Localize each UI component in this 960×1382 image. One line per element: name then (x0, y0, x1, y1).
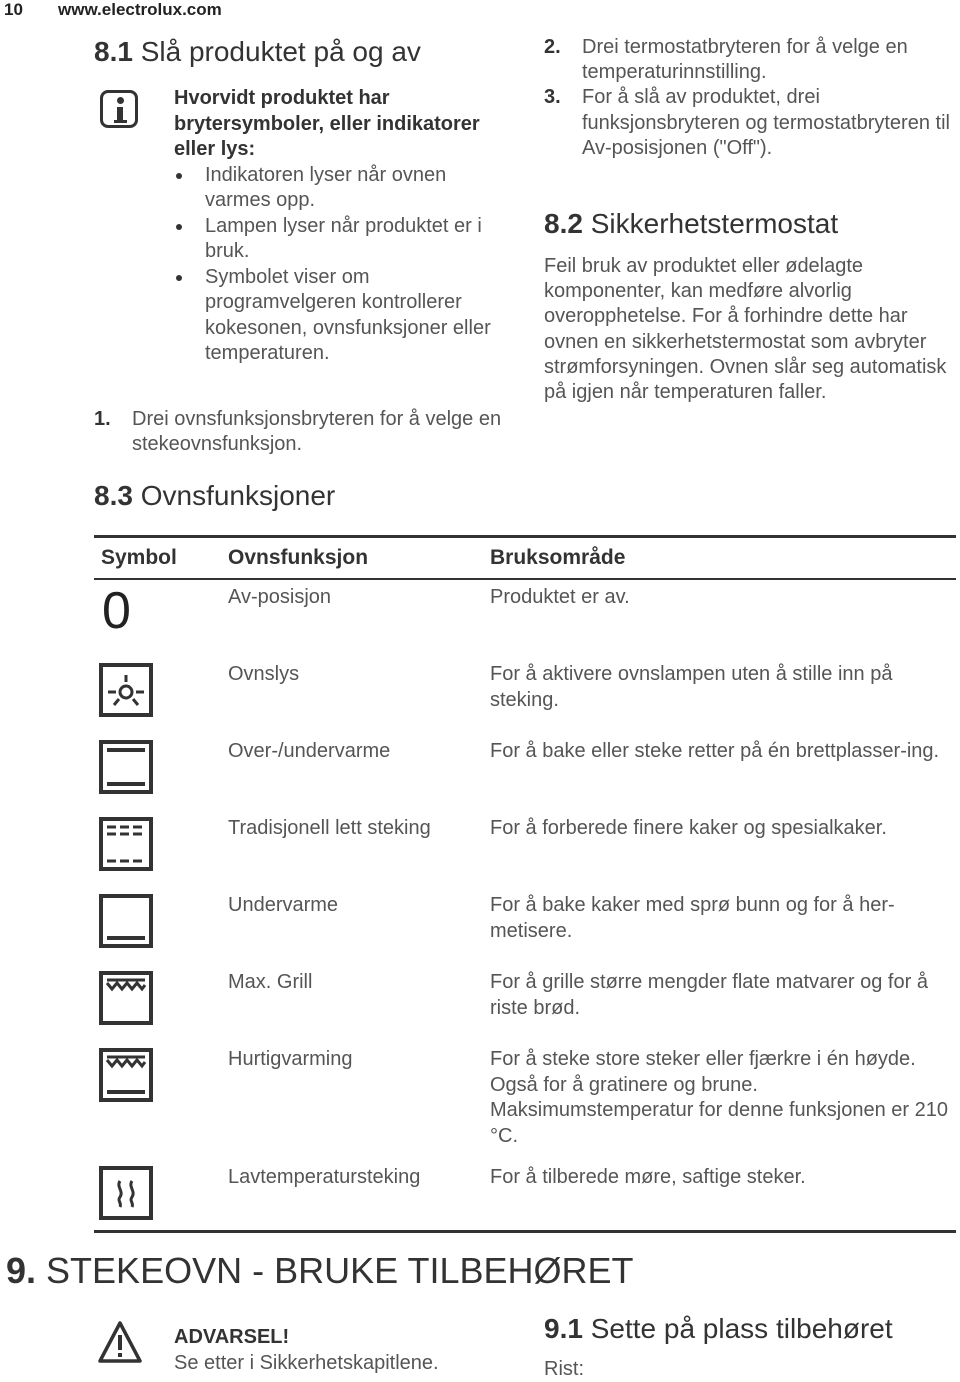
function-name: Tradisjonell lett steking (228, 817, 431, 839)
step-number: 2. (544, 36, 561, 58)
low-temperature-cooking-icon (98, 1165, 154, 1221)
off-zero-icon: 0 (102, 582, 131, 640)
function-usage: For å aktivere ovnslampen uten å stille inn på steking. (490, 663, 893, 711)
section-title: Sikkerhetstermostat (590, 208, 839, 239)
table-bottom-rule (94, 1230, 956, 1233)
page-number: 10 (4, 0, 23, 19)
table-header-rule (94, 578, 956, 580)
section-number: 8.2 (544, 208, 583, 239)
header-url[interactable]: www.electrolux.com (58, 0, 222, 19)
bottom-heat-icon (98, 893, 154, 949)
section-8-3-heading (94, 480, 335, 512)
section-8-1-heading (94, 36, 421, 68)
step-text: For å slå av produktet, drei funksjonsbryteren og termostatbryteren til Av-posisjonen ("Off"). (582, 86, 950, 159)
function-usage: For å bake kaker med sprø bunn og for å her-metisere. (490, 894, 895, 942)
oven-functions-table (94, 535, 956, 1188)
section-8-2-text: Feil bruk av produktet eller ødelagte komponenter, kan medføre alvorlig overopphetelse. For å forhindre dette har ovnen en sikkerhetstermostat som avbryter strømforsyningen. Ovnen slår seg automatisk på igjen når temperaturen faller. (544, 255, 947, 404)
function-usage: For å grille større mengder flate matvarer og for å riste brød. (490, 971, 928, 1019)
function-usage: For å bake eller steke retter på én brettplasser-ing. (490, 740, 940, 762)
traditional-light-baking-icon (98, 816, 154, 872)
section-title: Ovnsfunksjoner (140, 480, 336, 511)
section-8-2-heading (544, 208, 838, 240)
chapter-9-heading (6, 1251, 634, 1291)
header-symbol: Symbol (101, 546, 177, 569)
section-title: Slå produktet på og av (140, 36, 421, 67)
step-text: Drei termostatbryteren for å velge en temperaturinnstilling. (582, 36, 908, 84)
function-name: Over-/undervarme (228, 740, 391, 762)
function-name: Ovnslys (228, 663, 300, 685)
section-9-1-heading (544, 1313, 893, 1345)
function-name: Lavtemperatursteking (228, 1166, 421, 1188)
table-header (94, 538, 956, 578)
header-function: Ovnsfunksjon (228, 546, 369, 569)
function-name: Undervarme (228, 894, 339, 916)
list-item: Lampen lyser når produktet er i bruk. (174, 214, 504, 265)
section-number: 8.1 (94, 36, 133, 67)
warning-text: Se etter i Sikkerhetskapitlene. (174, 1352, 439, 1374)
top-bottom-heat-icon (98, 739, 154, 795)
function-usage: Produktet er av. (490, 586, 630, 608)
info-icon (100, 90, 138, 128)
oven-light-icon (98, 662, 154, 718)
fast-heating-icon (98, 1047, 154, 1103)
warning-note (174, 1324, 439, 1376)
chapter-title: STEKEOVN - BRUKE TILBEHØRET (46, 1250, 634, 1291)
info-note-title: Hvorvidt produktet har brytersymboler, eller indikatorer eller lys: (174, 87, 480, 160)
warning-title: ADVARSEL! (174, 1326, 290, 1348)
header-usage: Bruksområde (490, 546, 626, 569)
step-number: 1. (94, 408, 111, 430)
section-9-1-subtitle: Rist: (544, 1358, 584, 1380)
function-name: Av-posisjon (228, 586, 332, 608)
step-number: 3. (544, 86, 561, 109)
list-item: Indikatoren lyser når ovnen varmes opp. (174, 163, 504, 214)
max-grill-icon (98, 970, 154, 1026)
section-number: 9.1 (544, 1313, 583, 1344)
function-name: Max. Grill (228, 971, 313, 993)
step-list-left (94, 407, 514, 457)
step-list-right (544, 35, 954, 161)
warning-triangle-icon (97, 1320, 143, 1364)
function-usage: For å steke store steker eller fjærkre i én høyde. Også for å gratinere og brune. Maksimumstemperatur for denne funksjonen er 210 °C. (490, 1048, 949, 1147)
section-title: Sette på plass tilbehøret (590, 1313, 893, 1344)
step-item (94, 407, 514, 457)
step-item (544, 85, 954, 161)
info-note (174, 86, 504, 367)
chapter-number: 9. (6, 1250, 37, 1291)
list-item: Symbolet viser om programvelgeren kontrollerer kokesonen, ovnsfunksjoner eller temperaturen. (174, 265, 504, 367)
section-number: 8.3 (94, 480, 133, 511)
function-usage: For å forberede finere kaker og spesialkaker. (490, 817, 887, 839)
function-name: Hurtigvarming (228, 1048, 353, 1070)
function-usage: For å tilberede møre, saftige steker. (490, 1166, 806, 1188)
info-note-list (174, 163, 504, 367)
step-item (544, 35, 954, 85)
step-text: Drei ovnsfunksjonsbryteren for å velge en stekeovnsfunksjon. (132, 408, 502, 456)
